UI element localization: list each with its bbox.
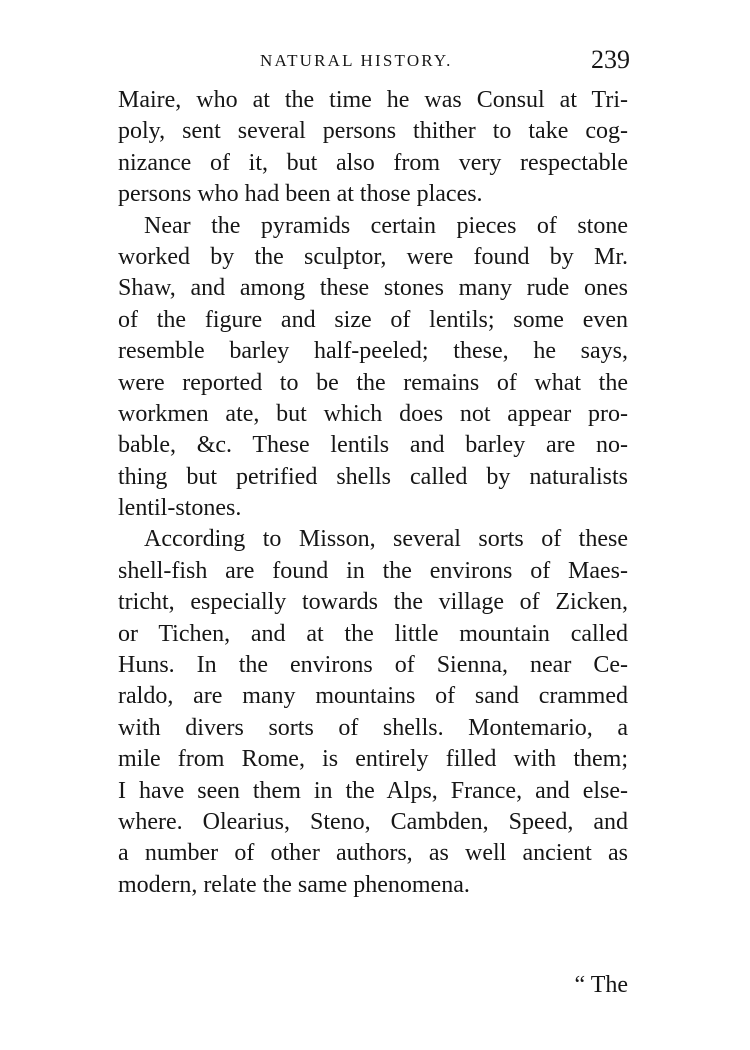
paragraph-1 bbox=[118, 85, 628, 211]
page-header bbox=[118, 46, 630, 78]
text-line: Huns. In the environs of Sienna, near Ce- bbox=[118, 652, 628, 679]
text-line: Near the pyramids certain pieces of stone bbox=[144, 212, 628, 239]
text-line: lentil-stones. bbox=[118, 495, 242, 522]
text-line: or Tichen, and at the little mountain called bbox=[118, 620, 628, 647]
text-line: nizance of it, but also from very respectable bbox=[118, 149, 628, 176]
text-line: workmen ate, but which does not appear pro- bbox=[118, 400, 628, 427]
text-line: resemble barley half-peeled; these, he says, bbox=[118, 338, 628, 365]
text-line: poly, sent several persons thither to take cog- bbox=[118, 118, 628, 145]
text-line: worked by the sculptor, were found by Mr. bbox=[118, 243, 628, 270]
catchword: “ The bbox=[574, 972, 628, 998]
text-line: mile from Rome, is entirely filled with them; bbox=[118, 746, 628, 773]
text-line: Shaw, and among these stones many rude ones bbox=[118, 275, 628, 302]
text-line: were reported to be the remains of what the bbox=[118, 369, 628, 396]
text-line: with divers sorts of shells. Montemario, a bbox=[118, 714, 628, 741]
text-line: According to Misson, several sorts of these bbox=[144, 526, 628, 553]
text-line: modern, relate the same phenomena. bbox=[118, 871, 470, 898]
page-number: 239 bbox=[591, 45, 630, 74]
paragraph-2 bbox=[118, 211, 628, 525]
text-line: where. Olearius, Steno, Cambden, Speed, and bbox=[118, 808, 628, 835]
text-line: raldo, are many mountains of sand crammed bbox=[118, 683, 628, 710]
text-line: tricht, especially towards the village of Zicken, bbox=[118, 589, 628, 616]
text-line: shell-fish are found in the environs of Maes- bbox=[118, 557, 628, 584]
text-line: persons who had been at those places. bbox=[118, 181, 483, 208]
body-text bbox=[118, 85, 628, 901]
text-line: Maire, who at the time he was Consul at Tri- bbox=[118, 87, 628, 113]
paragraph-3 bbox=[118, 524, 628, 901]
text-line: of the figure and size of lentils; some even bbox=[118, 306, 628, 333]
text-line: I have seen them in the Alps, France, and else- bbox=[118, 777, 628, 804]
text-line: thing but petrified shells called by naturalists bbox=[118, 463, 628, 490]
running-head: NATURAL HISTORY. bbox=[260, 51, 453, 70]
text-line: bable, &c. These lentils and barley are no- bbox=[118, 432, 628, 459]
text-line: a number of other authors, as well ancient as bbox=[118, 840, 628, 867]
